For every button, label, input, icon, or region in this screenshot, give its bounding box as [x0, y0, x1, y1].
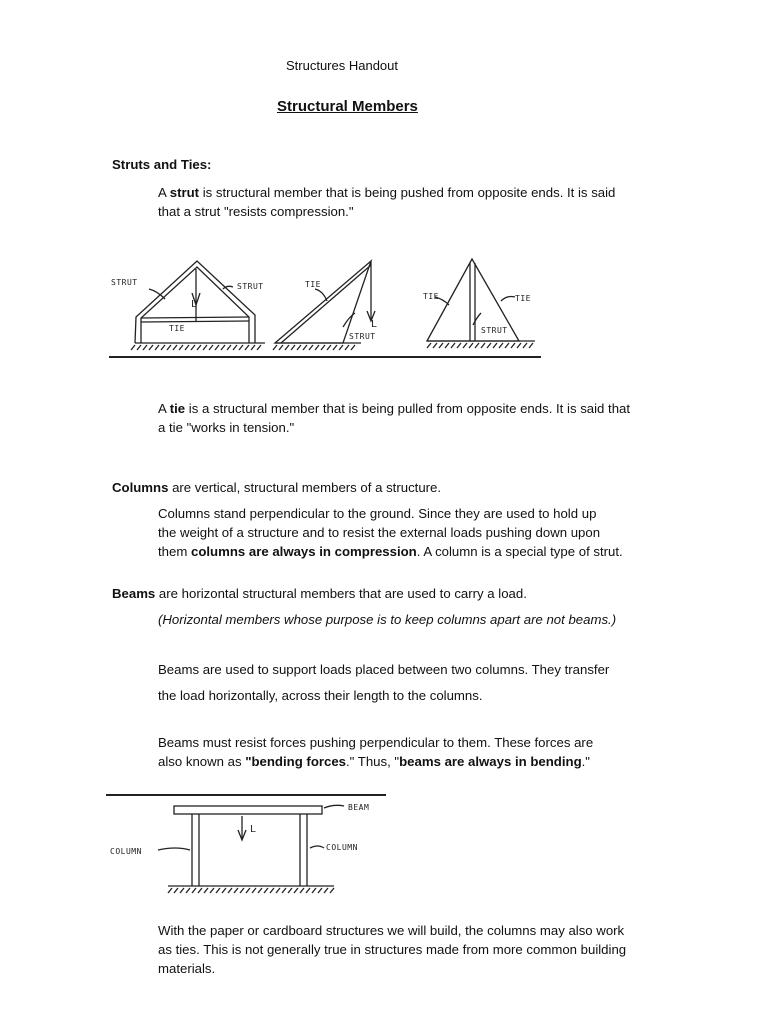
strut-label-2: STRUT	[349, 332, 376, 341]
struts-ties-diagram	[105, 255, 545, 363]
beam-load-label: L	[250, 824, 257, 835]
tie-definition-line2: a tie "works in tension."	[158, 420, 295, 435]
page-title: Structures Handout	[286, 58, 399, 73]
strut-label-3: STRUT	[481, 326, 508, 335]
closing-line2: as ties. This is not generally true in structures made from more common building	[158, 942, 627, 957]
beams-p1-line1: Beams are used to support loads placed between two columns. They transfer	[158, 662, 610, 677]
beams-p2-line1: Beams must resist forces pushing perpendicular to them. These forces are	[158, 735, 594, 750]
strut-left-label: STRUT	[111, 278, 138, 287]
column-right-label: COLUMN	[326, 843, 358, 852]
tie-label-3b: TIE	[515, 294, 531, 303]
tie-mid-label: TIE	[169, 324, 185, 333]
load-label-2: L	[371, 319, 378, 330]
beams-intro: Beams are horizontal structural members that are used to carry a load.	[112, 586, 527, 601]
strut-definition-line1: A strut is structural member that is being pushed from opposite ends. It is said	[158, 185, 616, 200]
tie-label-2: TIE	[305, 280, 321, 289]
strut-definition-line2: that a strut "resists compression."	[158, 204, 354, 219]
column-left-label: COLUMN	[110, 847, 142, 856]
tie-definition-line1: A tie is a structural member that is being pulled from opposite ends. It is said that	[158, 401, 631, 416]
columns-line3: them columns are always in compression. A column is a special type of strut.	[158, 544, 623, 559]
tie-label-3a: TIE	[423, 292, 439, 301]
beam-columns-diagram	[104, 792, 388, 898]
columns-line1: Columns stand perpendicular to the ground. Since they are used to hold up	[158, 506, 597, 521]
beams-p2-line2: also known as "bending forces." Thus, "beams are always in bending."	[158, 754, 590, 769]
struts-ties-heading: Struts and Ties:	[112, 157, 212, 172]
closing-line1: With the paper or cardboard structures we will build, the columns may also work	[158, 923, 625, 938]
load-label-1: L	[191, 299, 198, 310]
beam-label: BEAM	[348, 803, 370, 812]
strut-right-label: STRUT	[237, 282, 264, 291]
closing-line3: materials.	[158, 961, 216, 976]
section-title: Structural Members	[277, 98, 418, 115]
beams-note: (Horizontal members whose purpose is to keep columns apart are not beams.)	[158, 612, 617, 627]
beams-p1-line2: the load horizontally, across their length to the columns.	[158, 688, 483, 703]
columns-line2: the weight of a structure and to resist the external loads pushing down upon	[158, 525, 601, 540]
columns-intro: Columns are vertical, structural members of a structure.	[112, 480, 442, 495]
